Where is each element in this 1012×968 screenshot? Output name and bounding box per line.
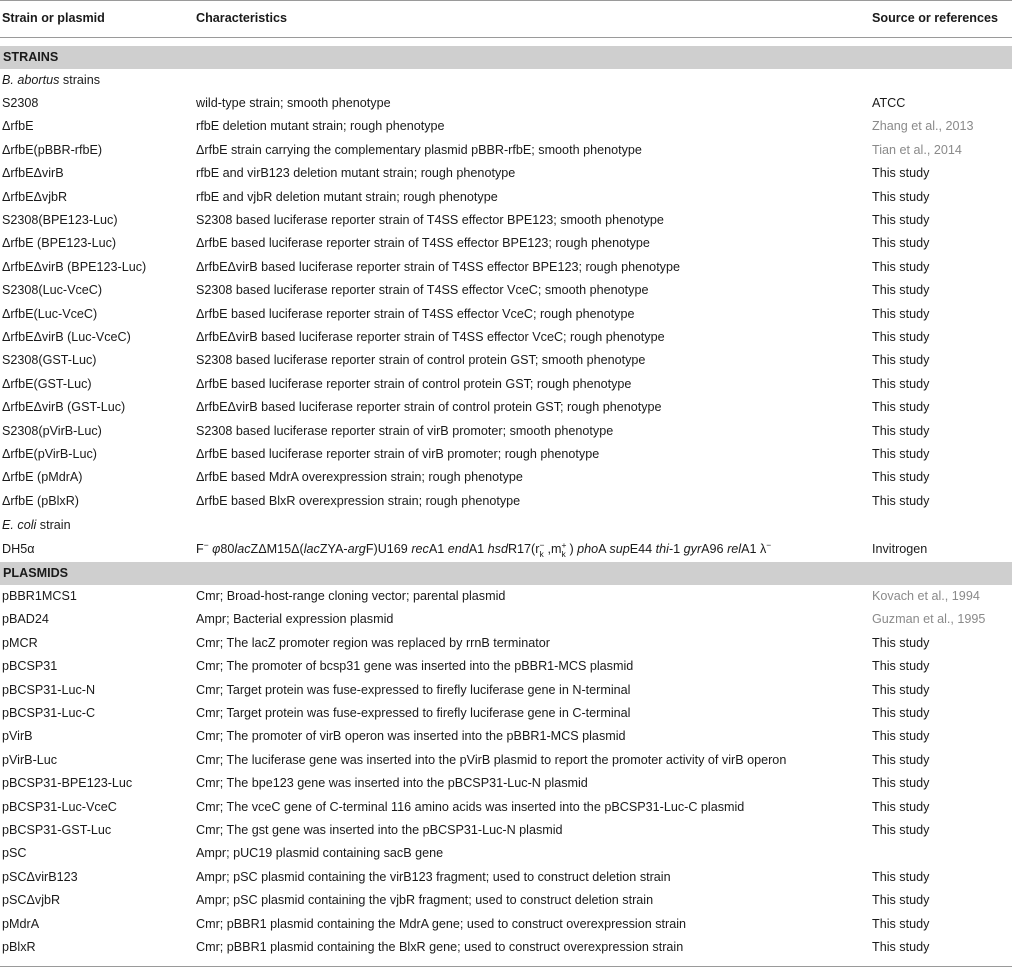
strain-characteristics: ΔrfbE based luciferase reporter strain of control protein GST; rough phenotype	[196, 376, 632, 391]
table-row	[0, 396, 1012, 419]
plasmid-characteristics: Cmr; The luciferase gene was inserted into the pVirB plasmid to report the promoter activity of virB operon	[196, 752, 787, 767]
strain-characteristics: ΔrfbE based MdrA overexpression strain; rough phenotype	[196, 470, 523, 485]
strain-characteristics: rfbE and virB123 deletion mutant strain; rough phenotype	[196, 166, 516, 181]
strain-source: This study	[872, 376, 930, 391]
strain-name: ΔrfbEΔvirB (BPE123-Luc)	[2, 259, 147, 274]
table-row	[0, 679, 1012, 702]
strain-source: This study	[872, 493, 930, 508]
strain-characteristics: ΔrfbE based luciferase reporter strain of T4SS effector BPE123; rough phenotype	[196, 236, 650, 251]
table-row	[0, 725, 1012, 748]
header-strain-or-plasmid: Strain or plasmid	[2, 11, 105, 25]
table-row	[0, 443, 1012, 466]
strain-name: ΔrfbEΔvirB (GST-Luc)	[2, 400, 126, 415]
plasmid-name: pBCSP31-Luc-N	[2, 682, 96, 697]
strain-characteristics: S2308 based luciferase reporter strain of T4SS effector BPE123; smooth phenotype	[196, 213, 664, 227]
plasmid-characteristics: Ampr; pSC plasmid containing the vjbR fragment; used to construct deletion strain	[196, 893, 654, 908]
strain-name: ΔrfbE (BPE123-Luc)	[2, 236, 117, 251]
table-row	[0, 303, 1012, 326]
strain-characteristics: wild-type strain; smooth phenotype	[196, 96, 391, 110]
plasmid-name: pBBR1MCS1	[2, 589, 77, 603]
table-top-rule	[0, 0, 1012, 1]
ecoli-characteristics: F− φ80lacZΔM15Δ(lacZYA-argF)U169 recA1 endA1 hsdR17(r − k ,m + k ) phoA supE44 thi-1 gyrA96 relA1 λ−	[196, 539, 772, 559]
plasmid-characteristics: Cmr; Target protein was fuse-expressed to firefly luciferase gene in C-terminal	[196, 706, 631, 720]
table-row	[0, 209, 1012, 232]
table-row	[0, 466, 1012, 489]
strain-characteristics: ΔrfbE based BlxR overexpression strain; rough phenotype	[196, 493, 521, 508]
section-strains	[0, 46, 1012, 69]
strain-source: This study	[872, 306, 930, 321]
strain-name: ΔrfbEΔvirB	[2, 166, 64, 181]
strain-source: Zhang et al., 2013	[872, 119, 974, 134]
plasmid-characteristics: Cmr; The gst gene was inserted into the pBCSP31-Luc-N plasmid	[196, 823, 563, 837]
strain-characteristics: rfbE deletion mutant strain; rough phenotype	[196, 119, 445, 134]
b-abortus-label: B. abortus	[2, 73, 60, 87]
table-row	[0, 655, 1012, 678]
plasmid-name: pBCSP31-Luc-C	[2, 706, 96, 720]
strain-source: This study	[872, 189, 930, 204]
table-row	[0, 819, 1012, 842]
table-row	[0, 913, 1012, 936]
strain-name: ΔrfbE (pBlxR)	[2, 493, 79, 508]
strain-source: This study	[872, 166, 930, 181]
plasmid-characteristics: Cmr; The bpe123 gene was inserted into the pBCSP31-Luc-N plasmid	[196, 776, 588, 791]
strain-name: ΔrfbE(pBBR-rfbE)	[2, 142, 103, 157]
table-header-row	[0, 4, 1012, 32]
strain-name: ΔrfbE(Luc-VceC)	[2, 306, 98, 321]
table-row	[0, 326, 1012, 349]
table-row	[0, 772, 1012, 795]
table-row-dh5a	[0, 538, 1012, 561]
strain-source: This study	[872, 470, 930, 485]
strain-name: ΔrfbE (pMdrA)	[2, 470, 83, 485]
plasmid-source: This study	[872, 799, 930, 814]
plasmid-source: This study	[872, 893, 930, 908]
table-row	[0, 92, 1012, 115]
table-row	[0, 866, 1012, 889]
plasmid-source: This study	[872, 729, 930, 744]
strain-characteristics: ΔrfbEΔvirB based luciferase reporter strain of T4SS effector BPE123; rough phenotype	[196, 259, 680, 274]
table-row	[0, 279, 1012, 302]
plasmid-name: pSCΔvirB123	[2, 869, 78, 884]
strain-characteristics: rfbE and vjbR deletion mutant strain; rough phenotype	[196, 189, 498, 204]
plasmid-source: This study	[872, 916, 930, 931]
header-source: Source or references	[872, 11, 998, 25]
strain-characteristics: ΔrfbEΔvirB based luciferase reporter strain of control protein GST; rough phenotype	[196, 400, 662, 415]
plasmid-characteristics: Ampr; pSC plasmid containing the virB123 fragment; used to construct deletion strain	[196, 869, 671, 884]
plasmid-name: pVirB-Luc	[2, 752, 58, 767]
plasmid-characteristics: Cmr; The promoter of virB operon was inserted into the pBBR1-MCS plasmid	[196, 729, 626, 744]
plasmid-name: pBCSP31-BPE123-Luc	[2, 776, 133, 791]
strain-name: S2308(Luc-VceC)	[2, 283, 103, 298]
table-row	[0, 349, 1012, 372]
plasmid-source: This study	[872, 659, 930, 674]
plasmid-characteristics: Cmr; Target protein was fuse-expressed to firefly luciferase gene in N-terminal	[196, 682, 631, 697]
strain-source: This study	[872, 236, 930, 251]
table-row	[0, 139, 1012, 162]
plasmid-source: This study	[872, 706, 930, 720]
strain-characteristics: S2308 based luciferase reporter strain of control protein GST; smooth phenotype	[196, 353, 646, 368]
table-row	[0, 749, 1012, 772]
strain-source: This study	[872, 423, 930, 438]
section-plasmids-label: PLASMIDS	[3, 566, 69, 580]
strain-name: ΔrfbE(pVirB-Luc)	[2, 447, 97, 461]
table-row	[0, 702, 1012, 725]
table-row	[0, 186, 1012, 209]
ecoli-source: Invitrogen	[872, 542, 928, 556]
plasmid-source: Kovach et al., 1994	[872, 589, 980, 603]
table-row	[0, 256, 1012, 279]
table-row	[0, 420, 1012, 443]
strain-source: This study	[872, 400, 930, 415]
plasmid-characteristics: Cmr; The lacZ promoter region was replaced by rrnB terminator	[196, 635, 550, 650]
plasmid-characteristics: Cmr; The vceC gene of C-terminal 116 amino acids was inserted into the pBCSP31-Luc-C plasmid	[196, 799, 745, 814]
plasmid-name: pMdrA	[2, 916, 40, 931]
strain-name: ΔrfbE(GST-Luc)	[2, 376, 92, 391]
table-row	[0, 842, 1012, 865]
plasmid-name: pMCR	[2, 635, 38, 650]
plasmid-characteristics: Cmr; Broad-host-range cloning vector; parental plasmid	[196, 589, 506, 603]
strain-name: ΔrfbEΔvjbR	[2, 189, 68, 204]
table-row	[0, 232, 1012, 255]
plasmid-characteristics: Cmr; pBBR1 plasmid containing the BlxR gene; used to construct overexpression strain	[196, 940, 684, 954]
strain-source: This study	[872, 447, 930, 461]
strain-characteristics: ΔrfbE based luciferase reporter strain of T4SS effector VceC; rough phenotype	[196, 306, 635, 321]
plasmid-name: pSC	[2, 846, 27, 861]
ecoli-name: DH5α	[2, 542, 35, 556]
table-row	[0, 162, 1012, 185]
plasmid-source: This study	[872, 823, 930, 837]
plasmid-source: Guzman et al., 1995	[872, 612, 986, 627]
plasmid-characteristics: Cmr; pBBR1 plasmid containing the MdrA gene; used to construct overexpression strain	[196, 916, 686, 931]
table-row	[0, 115, 1012, 138]
plasmid-characteristics: Ampr; Bacterial expression plasmid	[196, 612, 394, 627]
strain-name: S2308(pVirB-Luc)	[2, 423, 102, 438]
plasmid-name: pBlxR	[2, 940, 36, 954]
header-rule	[0, 37, 1012, 38]
table-bottom-rule	[0, 966, 1012, 967]
strain-characteristics: ΔrfbE strain carrying the complementary plasmid pBBR-rfbE; smooth phenotype	[196, 142, 642, 157]
strain-characteristics: ΔrfbEΔvirB based luciferase reporter strain of T4SS effector VceC; rough phenotype	[196, 330, 665, 344]
section-strains-label: STRAINS	[3, 50, 59, 64]
strain-name: S2308(GST-Luc)	[2, 353, 97, 368]
table-row	[0, 490, 1012, 513]
plasmid-characteristics: Ampr; pUC19 plasmid containing sacB gene	[196, 846, 444, 861]
plasmid-source: This study	[872, 869, 930, 884]
header-characteristics: Characteristics	[196, 11, 288, 25]
strain-name: ΔrfbE	[2, 119, 34, 134]
plasmid-source: This study	[872, 776, 930, 791]
plasmid-name: pBCSP31-GST-Luc	[2, 823, 112, 837]
strain-source: ATCC	[872, 96, 906, 110]
e-coli-label: E. coli	[2, 518, 37, 532]
table-row	[0, 796, 1012, 819]
table-row	[0, 373, 1012, 396]
plasmid-name: pBCSP31	[2, 659, 58, 674]
strain-source: This study	[872, 213, 930, 227]
plasmid-name: pBAD24	[2, 612, 49, 627]
strain-source: Tian et al., 2014	[872, 142, 962, 157]
strain-characteristics: ΔrfbE based luciferase reporter strain of virB promoter; rough phenotype	[196, 447, 600, 461]
strain-source: This study	[872, 259, 930, 274]
plasmid-name: pVirB	[2, 729, 33, 744]
table-row	[0, 585, 1012, 608]
strain-name: S2308	[2, 96, 39, 110]
strain-characteristics: S2308 based luciferase reporter strain of T4SS effector VceC; smooth phenotype	[196, 283, 649, 298]
strain-name: S2308(BPE123-Luc)	[2, 213, 118, 227]
e-coli-suffix: strain	[36, 518, 71, 532]
strain-source: This study	[872, 330, 930, 344]
table-row	[0, 889, 1012, 912]
strain-source: This study	[872, 353, 930, 368]
table-row	[0, 632, 1012, 655]
plasmid-source: This study	[872, 752, 930, 767]
strain-name: ΔrfbEΔvirB (Luc-VceC)	[2, 330, 131, 344]
group-e-coli	[0, 514, 1012, 537]
table-row	[0, 936, 1012, 959]
b-abortus-suffix: strains	[59, 73, 100, 87]
group-b-abortus	[0, 69, 1012, 92]
section-plasmids	[0, 562, 1012, 585]
plasmid-source: This study	[872, 940, 930, 954]
plasmid-characteristics: Cmr; The promoter of bcsp31 gene was inserted into the pBBR1-MCS plasmid	[196, 659, 634, 674]
strain-source: This study	[872, 283, 930, 298]
table-row	[0, 608, 1012, 631]
plasmid-name: pBCSP31-Luc-VceC	[2, 799, 117, 814]
plasmid-source: This study	[872, 635, 930, 650]
plasmid-name: pSCΔvjbR	[2, 893, 61, 908]
strain-characteristics: S2308 based luciferase reporter strain of virB promoter; smooth phenotype	[196, 423, 614, 438]
plasmid-source: This study	[872, 682, 930, 697]
